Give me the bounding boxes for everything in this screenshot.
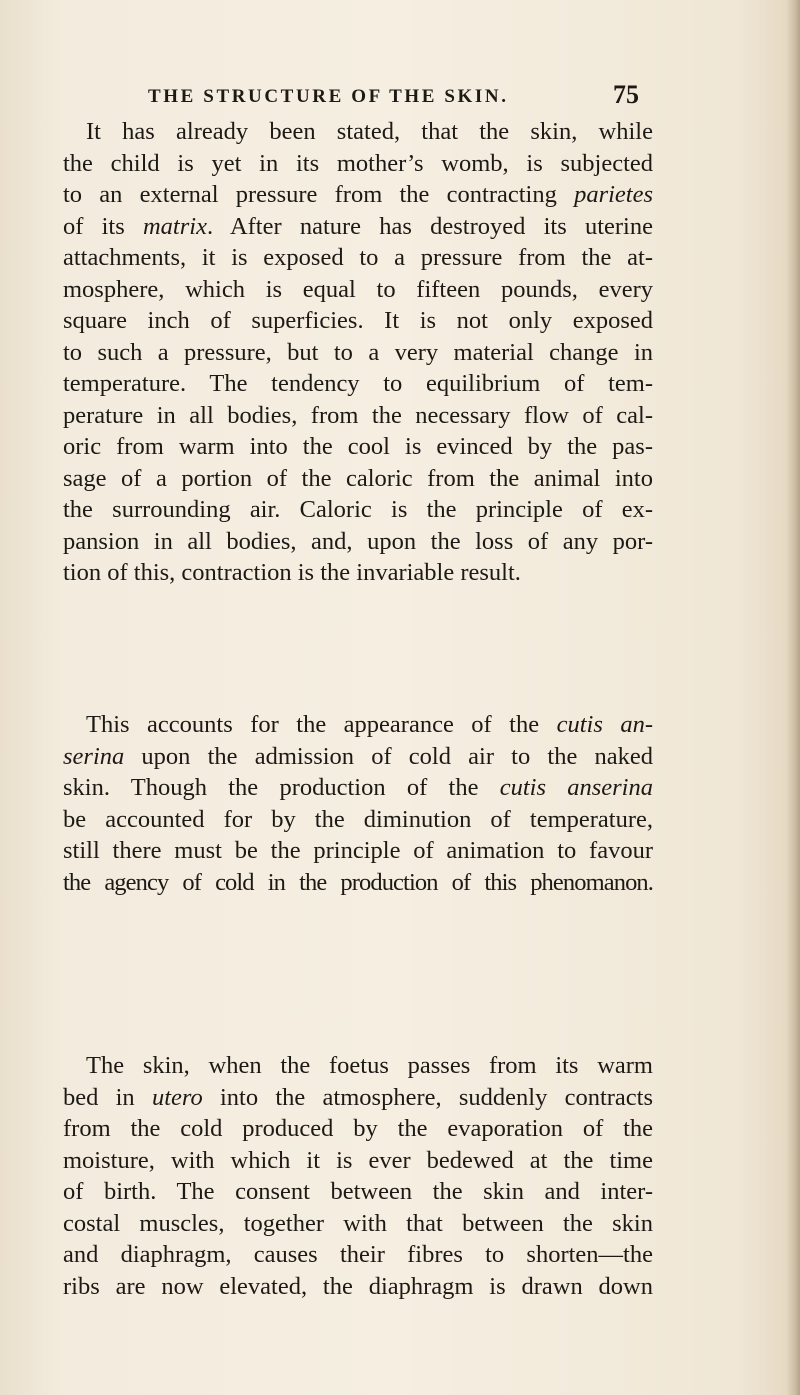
text-line: and diaphragm, causes their fibres to shorten—the — [63, 1241, 653, 1268]
text-line: be accounted for by the diminution of temperature, — [63, 805, 653, 833]
text-line: pansion in all bodies, and, upon the loss of any por- — [63, 527, 653, 555]
text-line: the child is yet in its mother’s womb, is subjected — [63, 149, 653, 177]
text-line: The skin, when the foetus passes from its warm — [86, 1052, 653, 1079]
running-head: THE STRUCTURE OF THE SKIN. — [148, 86, 509, 107]
text-line: to an external pressure from the contracting parietes — [63, 181, 653, 208]
paragraph-3 — [63, 1050, 653, 1302]
paragraph-1 — [63, 116, 653, 589]
text-line: bed in utero into the atmosphere, suddenly contracts — [63, 1083, 653, 1111]
page-number: 75 — [613, 80, 639, 109]
text-line: sage of a portion of the caloric from the animal into — [63, 464, 653, 492]
text-line: temperature. The tendency to equilibrium of tem- — [63, 370, 653, 397]
text-line: serina upon the admission of cold air to the naked — [63, 742, 653, 770]
page-edge-shadow — [786, 0, 800, 1395]
text-line: from the cold produced by the evaporation of the — [63, 1115, 653, 1142]
text-line: to such a pressure, but to a very material change in — [63, 338, 653, 366]
text-line: costal muscles, together with that between the skin — [63, 1209, 653, 1237]
text-line: moisture, with which it is ever bedewed at the time — [63, 1146, 653, 1174]
text-line: skin. Though the production of the cutis anserina — [63, 774, 653, 801]
paragraph-2 — [63, 709, 653, 898]
text-line: the agency of cold in the production of this phenomanon. — [63, 868, 653, 896]
text-line: tion of this, contraction is the invariable result. — [63, 559, 521, 586]
text-line: square inch of superficies. It is not only exposed — [63, 307, 653, 334]
text-line: ribs are now elevated, the diaphragm is drawn down — [63, 1272, 653, 1300]
text-line: mosphere, which is equal to fifteen pounds, every — [63, 275, 653, 303]
text-line: attachments, it is exposed to a pressure from the at- — [63, 244, 653, 271]
text-line: oric from warm into the cool is evinced by the pas- — [63, 433, 653, 460]
text-line: the surrounding air. Caloric is the principle of ex- — [63, 496, 653, 523]
text-line: still there must be the principle of animation to favour — [63, 837, 653, 864]
text-line: of its matrix. After nature has destroyed its uterine — [63, 212, 653, 240]
text-line: of birth. The consent between the skin and inter- — [63, 1178, 653, 1205]
text-line: perature in all bodies, from the necessary flow of cal- — [63, 401, 653, 429]
text-line: This accounts for the appearance of the cutis an- — [86, 711, 653, 738]
text-line: It has already been stated, that the skin, while — [86, 118, 653, 145]
